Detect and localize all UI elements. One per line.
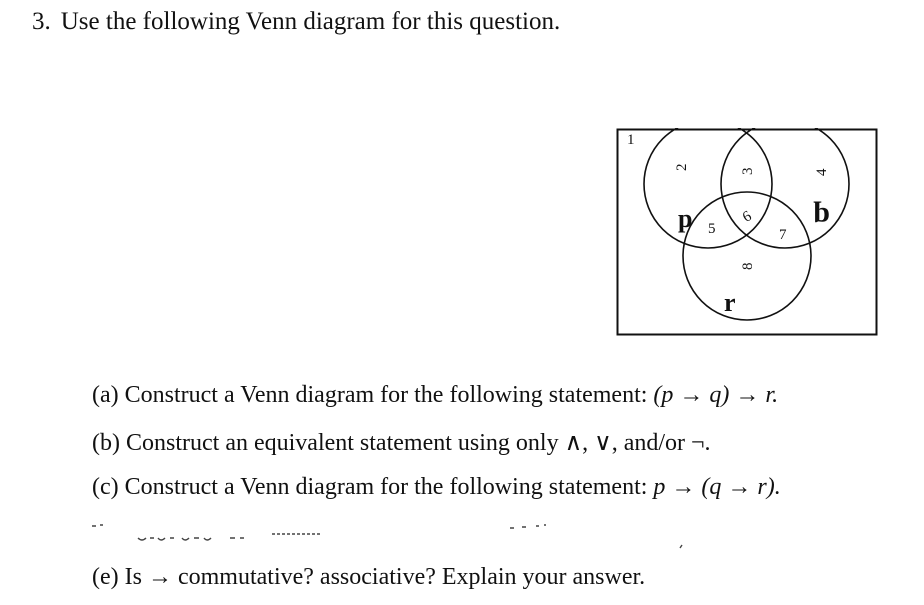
question-text: Use the following Venn diagram for this question. [60, 8, 561, 35]
question-number: 3. [32, 8, 51, 35]
universe-box [618, 130, 877, 335]
region-label-q-only: 4 [814, 168, 830, 176]
part-c-math: p → (q → r). [653, 474, 781, 500]
part-e [92, 564, 645, 591]
part-b-text: Construct an equivalent statement using only ∧, ∨, and/or ¬. [125, 430, 711, 456]
part-c-label: (c) [92, 474, 119, 500]
region-label-q-r: 7 [779, 227, 787, 243]
part-b-label: (b) [92, 430, 120, 456]
part-a-label: (a) [92, 382, 119, 408]
region-label-r-only: 8 [740, 262, 756, 270]
region-label-p-q: 3 [740, 167, 756, 175]
region-label-p-q-r: 6 [740, 208, 755, 226]
part-a [92, 382, 778, 409]
set-label-p: p [678, 204, 693, 233]
part-e-label: (e) [92, 564, 119, 590]
region-label-p-r: 5 [708, 221, 716, 237]
venn-diagram [616, 128, 878, 336]
part-a-text: Construct a Venn diagram for the following statement: [124, 382, 654, 408]
region-label-p-only: 2 [674, 163, 690, 171]
obscured-line-fragments [90, 522, 690, 556]
universe-label: 1 [627, 132, 635, 148]
set-label-r: r [724, 288, 736, 317]
part-a-math: (p → q) → r. [653, 382, 779, 408]
part-c-text: Construct a Venn diagram for the following statement: [124, 474, 654, 500]
part-c [92, 474, 781, 501]
part-e-text: Is → commutative? associative? Explain your answer. [124, 564, 646, 590]
set-label-q: q [813, 201, 830, 234]
question-header [32, 8, 560, 36]
part-b [92, 428, 711, 457]
